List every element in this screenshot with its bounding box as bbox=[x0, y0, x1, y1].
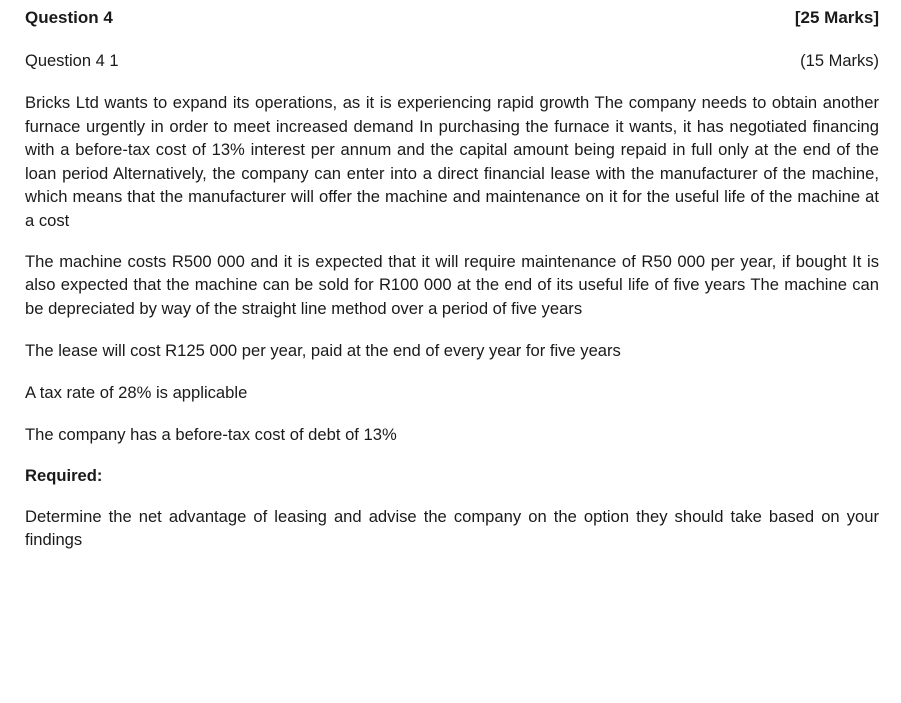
subquestion-title: Question 4 1 bbox=[25, 52, 119, 70]
question-heading bbox=[25, 8, 879, 36]
subquestion-marks: (15 Marks) bbox=[800, 52, 879, 70]
question-total-marks: [25 Marks] bbox=[794, 8, 879, 27]
scenario-paragraph: Bricks Ltd wants to expand its operations, as it is experiencing rapid growth The company needs to obtain another furnace urgently in order to meet increased demand In purchasing the furnace it wants, it has negotiated financing with a before-tax cost of 13% interest per annum and the capital amount being repaid in full only at the end of the loan period Alternatively, the company can enter into a direct financial lease with the manufacturer of the machine, which means that the manufacturer will offer the machine and maintenance on it for the useful life of the machine at a cost bbox=[25, 93, 879, 230]
required-label: Required: bbox=[25, 466, 103, 486]
lease-cost-paragraph: The lease will cost R125 000 per year, paid at the end of every year for five years bbox=[25, 341, 621, 361]
machine-costs-paragraph: The machine costs R500 000 and it is expected that it will require maintenance of R50 000 per year, if bought It is also expected that the machine can be sold for R100 000 at the end of its useful life of five years The machine can be depreciated by way of the straight line method over a period of five years bbox=[25, 251, 879, 318]
required-task-paragraph: Determine the net advantage of leasing and advise the company on the option they should take based on your findings bbox=[25, 506, 879, 550]
cost-of-debt-paragraph: The company has a before-tax cost of debt of 13% bbox=[25, 424, 397, 444]
subquestion-heading bbox=[25, 52, 879, 78]
question-title: Question 4 bbox=[25, 8, 113, 27]
tax-rate-paragraph: A tax rate of 28% is applicable bbox=[25, 382, 248, 402]
question-document bbox=[25, 0, 879, 552]
